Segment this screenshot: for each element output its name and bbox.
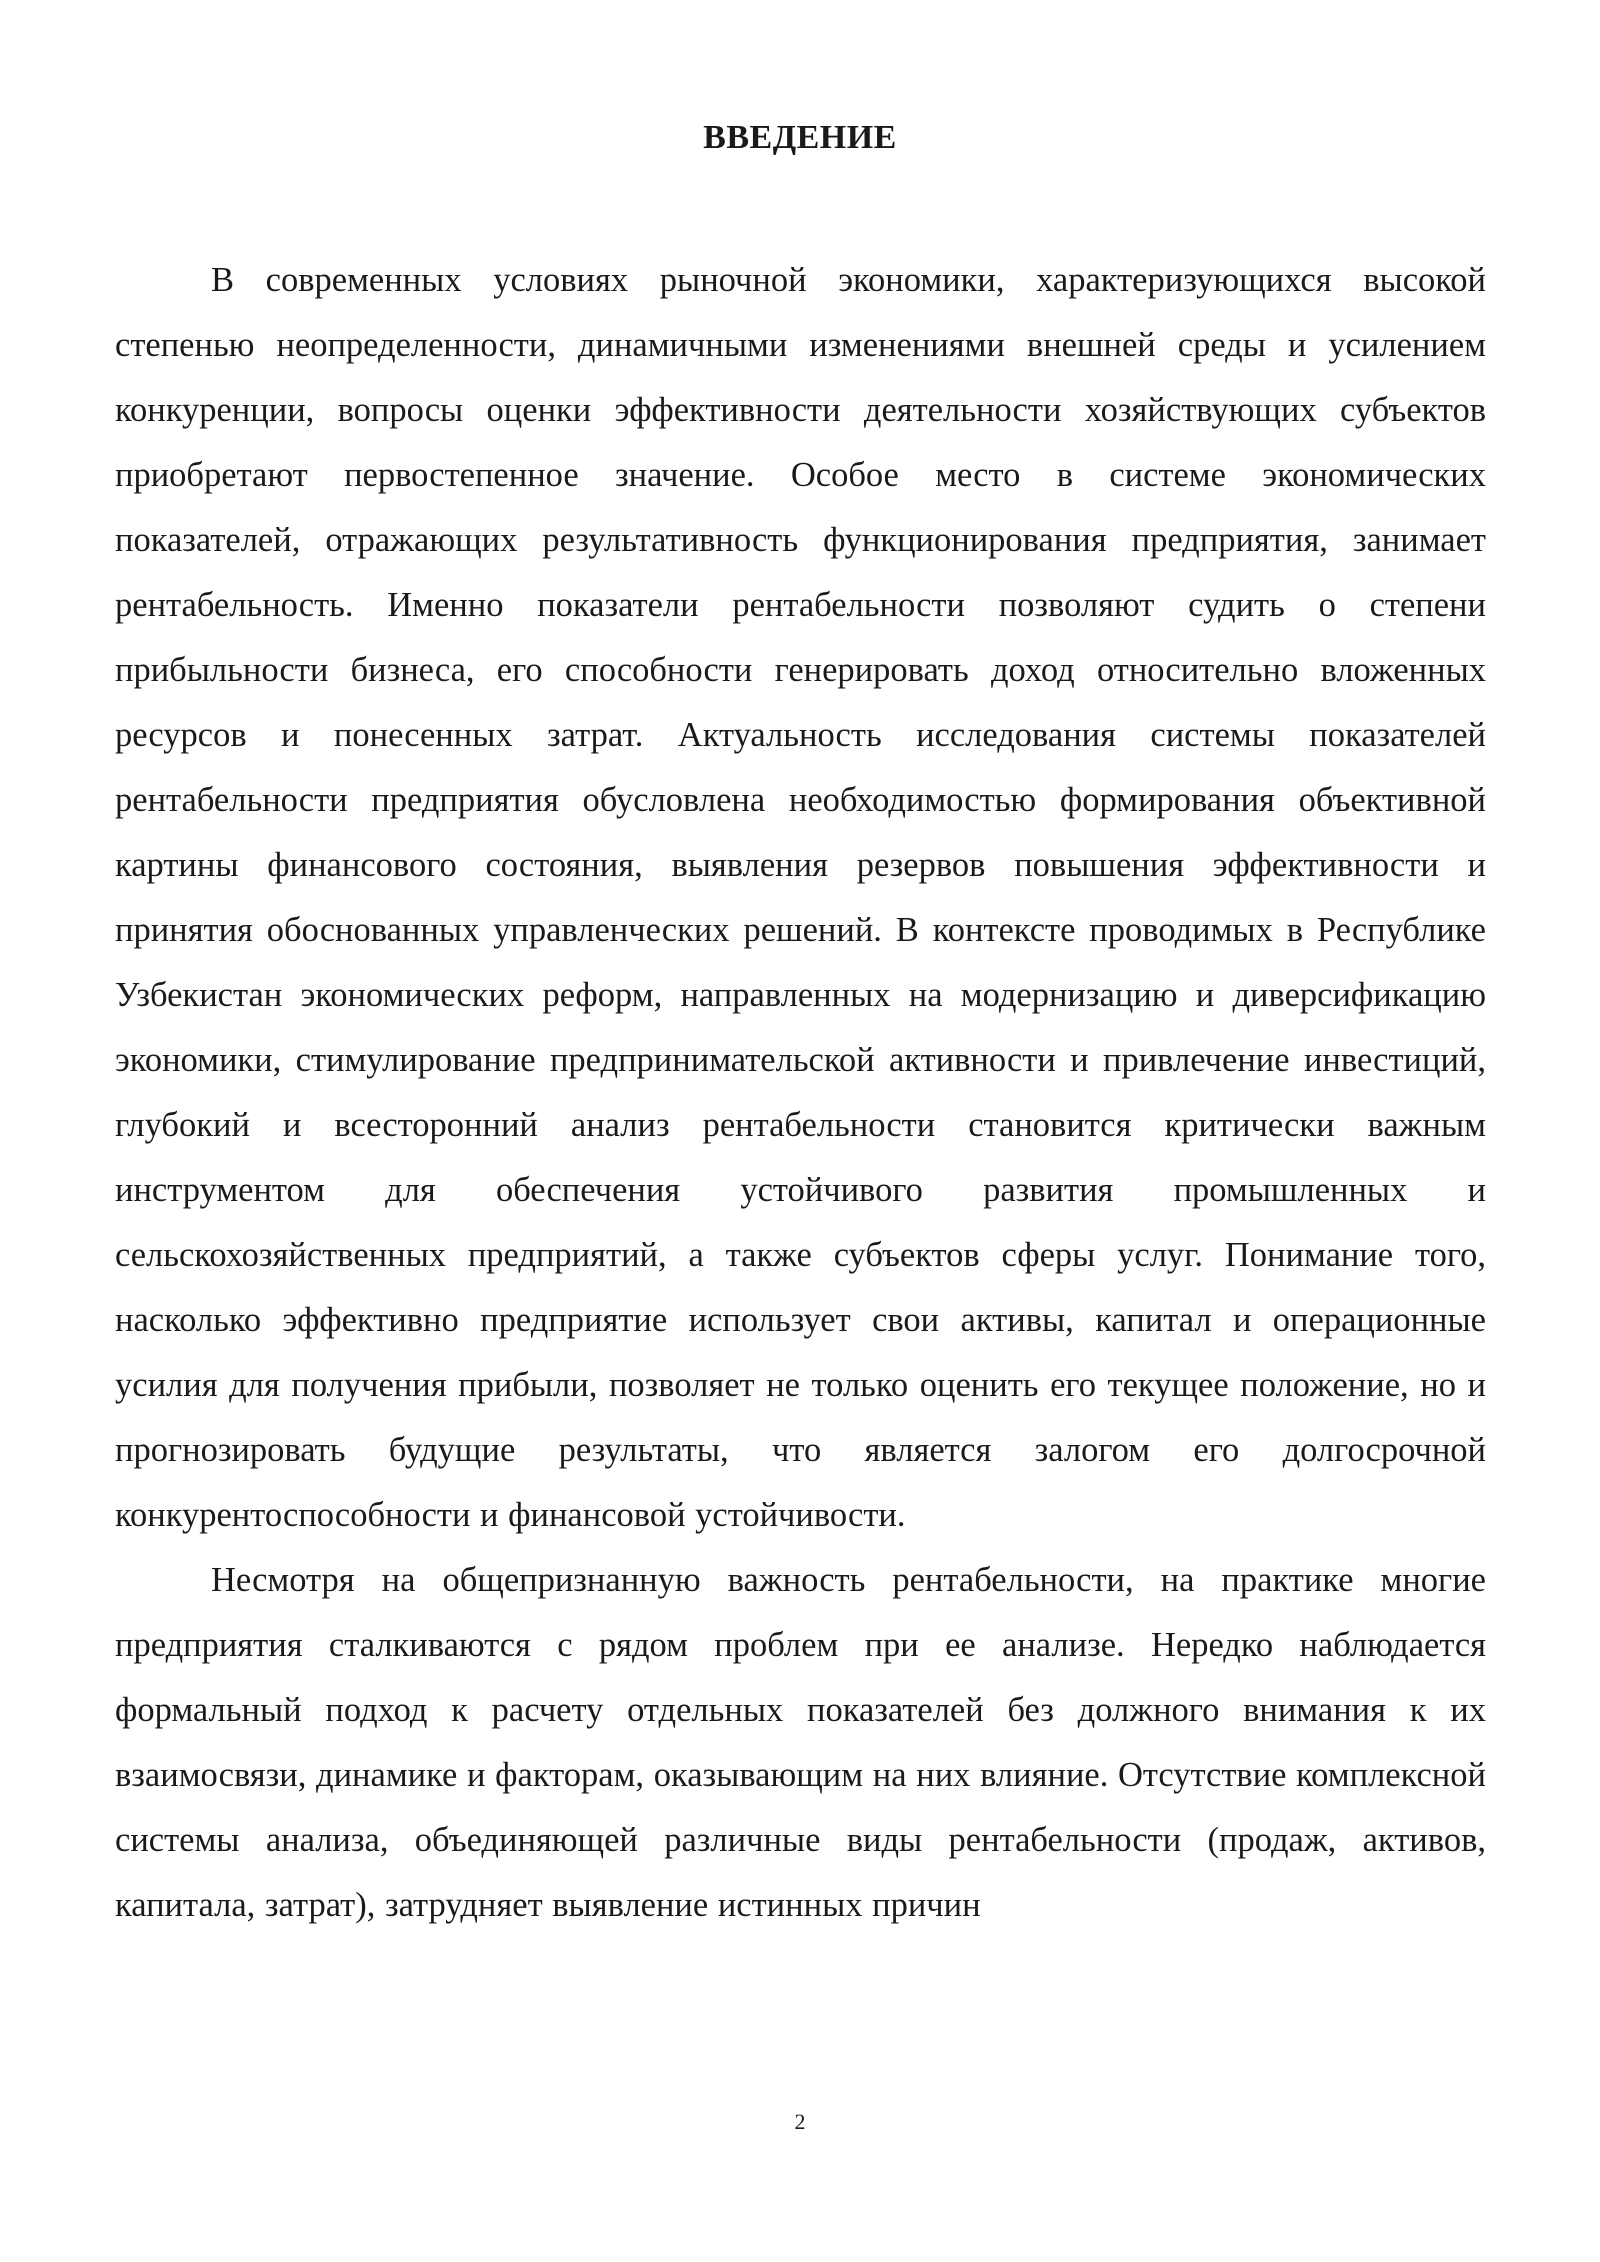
body-text bbox=[115, 248, 1486, 1938]
page-number: 2 bbox=[794, 2109, 806, 2134]
section-heading: ВВЕДЕНИЕ bbox=[703, 119, 897, 156]
paragraph-2: Несмотря на общепризнанную важность рентабельности, на практике многие предприятия сталкиваются с рядом проблем при ее анализе. Нередко наблюдается формальный подход к расчету отдельных показателей без должного внимания к их взаимосвязи, динамике и факторам, оказывающим на них влияние. Отсутствие комплексной системы анализа, объединяющей различные виды рентабельности (продаж, активов, капитала, затрат), затрудняет выявление истинных причин bbox=[115, 1561, 1486, 1924]
paragraph-1: В современных условиях рыночной экономики, характеризующихся высокой степенью неопределенности, динамичными изменениями внешней среды и усилением конкуренции, вопросы оценки эффективности деятельности хозяйствующих субъектов приобретают первостепенное значение. Особое место в системе экономических показателей, отражающих результативность функционирования предприятия, занимает рентабельность. Именно показатели рентабельности позволяют судить о степени прибыльности бизнеса, его способности генерировать доход относительно вложенных ресурсов и понесенных затрат. Актуальность исследования системы показателей рентабельности предприятия обусловлена необходимостью формирования объективной картины финансового состояния, выявления резервов повышения эффективности и принятия обоснованных управленческих решений. В контексте проводимых в Республике Узбекистан экономических реформ, направленных на модернизацию и диверсификацию экономики, стимулирование предпринимательской активности и привлечение инвестиций, глубокий и всесторонний анализ рентабельности становится критически важным инструментом для обеспечения устойчивого развития промышленных и сельскохозяйственных предприятий, а также субъектов сферы услуг. Понимание того, насколько эффективно предприятие использует свои активы, капитал и операционные усилия для получения прибыли, позволяет не только оценить его текущее положение, но и прогнозировать будущие результаты, что является залогом его долгосрочной конкурентоспособности и финансовой устойчивости. bbox=[115, 261, 1486, 1534]
